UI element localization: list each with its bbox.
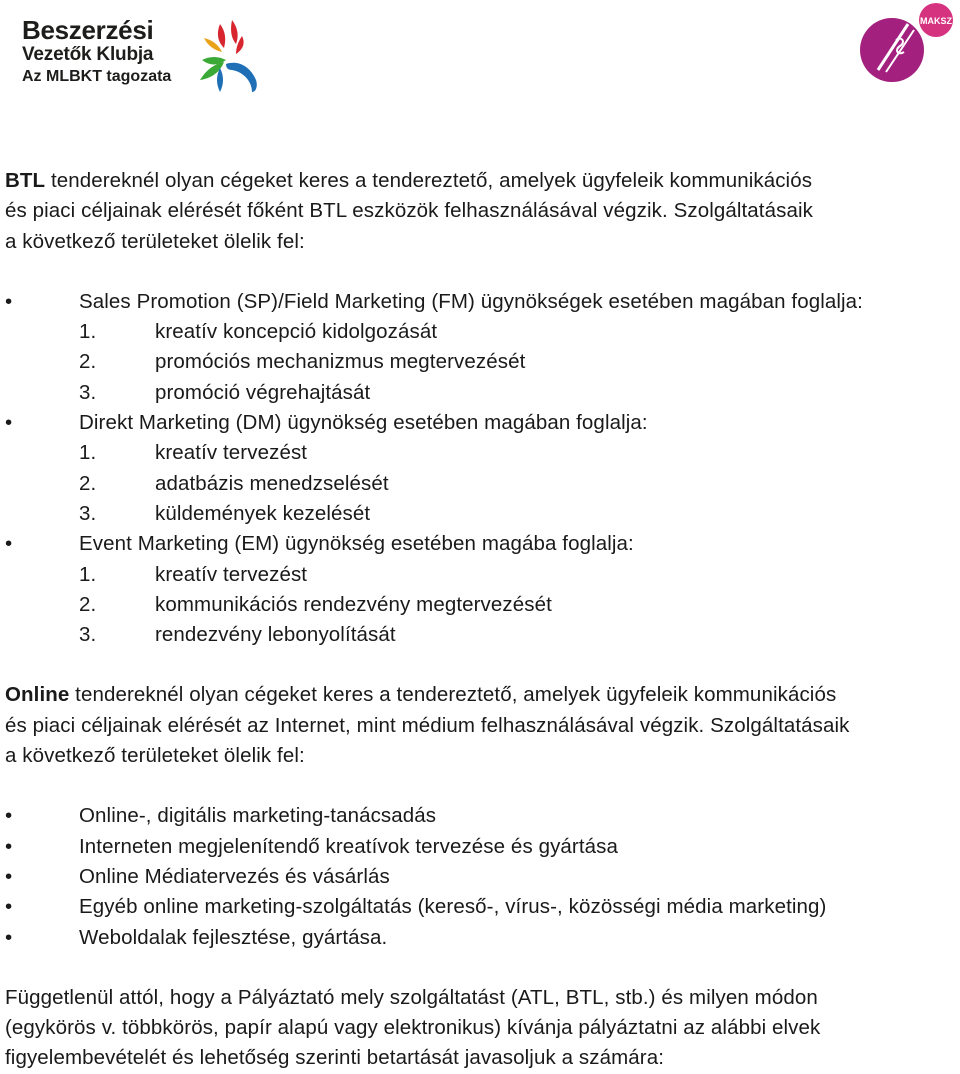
dm-heading: Direkt Marketing (DM) ügynökség esetében magában foglalja: — [79, 411, 648, 435]
logo-line-1: Beszerzési — [22, 15, 154, 45]
btl-line-1: tendereknél olyan cégeket keres a tendereztető, amelyek ügyfeleik kommunikációs — [45, 169, 813, 192]
closing-paragraph — [5, 983, 955, 1074]
maksz-logo — [856, 0, 960, 92]
item-number: 1. — [79, 562, 97, 586]
beszerzesi-vezetok-klubja-logo — [22, 16, 262, 96]
online-intro-paragraph — [5, 680, 955, 771]
list-item — [5, 529, 955, 559]
item-number: 2. — [79, 350, 97, 374]
list-item — [5, 438, 955, 468]
sp-fm-heading: Sales Promotion (SP)/Field Marketing (FM) ügynökségek esetében magában foglalja: — [79, 289, 863, 313]
bullet-icon: • — [5, 925, 13, 949]
item-number: 1. — [79, 441, 97, 465]
btl-lead-bold: BTL — [5, 169, 46, 192]
list-item — [5, 317, 955, 347]
item-number: 3. — [79, 380, 97, 404]
list-item — [5, 347, 955, 377]
btl-services-list — [5, 287, 955, 651]
bullet-icon: • — [5, 834, 13, 858]
list-item — [5, 590, 955, 620]
closing-line-2: (egykörös v. többkörös, papír alapú vagy elektronikus) kívánja pályáztatni az alábbi elvek — [5, 1016, 821, 1040]
online-line-3: a következő területeket ölelik fel: — [5, 744, 305, 768]
item-text: kreatív tervezést — [155, 562, 308, 586]
item-number: 2. — [79, 592, 97, 616]
item-number: 2. — [79, 471, 97, 495]
item-text: kreatív koncepció kidolgozását — [155, 320, 438, 344]
item-text: kreatív tervezést — [155, 441, 308, 465]
item-text: promóció végrehajtását — [155, 380, 371, 404]
btl-line-2: és piaci céljainak elérését főként BTL eszközök felhasználásával végzik. Szolgáltatásaik — [5, 199, 813, 223]
logo-line-2: Vezetők Klubja — [22, 44, 154, 65]
list-item — [5, 862, 955, 892]
logo-line-3: Az MLBKT tagozata — [22, 68, 172, 85]
btl-intro-paragraph — [5, 166, 955, 257]
bullet-icon: • — [5, 804, 13, 828]
item-text: kommunikációs rendezvény megtervezését — [155, 592, 552, 616]
list-item — [5, 832, 955, 862]
btl-line-3: a következő területeket ölelik fel: — [5, 229, 305, 253]
list-item — [5, 801, 955, 831]
document-body — [5, 166, 955, 1074]
item-number: 3. — [79, 501, 97, 525]
list-item — [5, 923, 955, 953]
item-text: rendezvény lebonyolítását — [155, 623, 396, 647]
list-item — [5, 469, 955, 499]
online-services-list — [5, 801, 955, 952]
item-text: Weboldalak fejlesztése, gyártása. — [79, 925, 388, 949]
bullet-icon: • — [5, 532, 13, 556]
list-item — [5, 378, 955, 408]
logo-text — [22, 16, 171, 87]
closing-line-1: Függetlenül attól, hogy a Pályáztató mely szolgáltatást (ATL, BTL, stb.) és milyen módon — [5, 985, 818, 1009]
list-item — [5, 892, 955, 922]
online-lead-bold: Online — [5, 683, 70, 707]
item-text: Interneten megjelenítendő kreatívok tervezése és gyártása — [79, 834, 619, 858]
list-item — [5, 560, 955, 590]
item-number: 1. — [79, 320, 97, 344]
list-item — [5, 499, 955, 529]
bullet-icon: • — [5, 289, 13, 313]
list-item — [5, 620, 955, 650]
item-text: küldemények kezelését — [155, 501, 371, 525]
maksz-badge-text: MAKSZ — [920, 16, 952, 26]
online-line-2: és piaci céljainak elérését az Internet, mint médium felhasználásával végzik. Szolgáltatásaik — [5, 713, 850, 737]
item-text: Online-, digitális marketing-tanácsadás — [79, 804, 437, 828]
bullet-icon: • — [5, 411, 13, 435]
maksz-emblem-icon — [856, 0, 960, 92]
bullet-icon: • — [5, 864, 13, 888]
em-heading: Event Marketing (EM) ügynökség esetében magába foglalja: — [79, 532, 634, 556]
item-text: promóciós mechanizmus megtervezését — [155, 350, 526, 374]
online-line-1: tendereknél olyan cégeket keres a tendereztető, amelyek ügyfeleik kommunikációs — [69, 683, 837, 707]
bullet-icon: • — [5, 895, 13, 919]
item-number: 3. — [79, 623, 97, 647]
item-text: Egyéb online marketing-szolgáltatás (kereső-, vírus-, közösségi média marketing) — [79, 895, 827, 919]
club-emblem-icon — [198, 20, 262, 94]
list-item — [5, 287, 955, 317]
list-item — [5, 408, 955, 438]
item-text: Online Médiatervezés és vásárlás — [79, 864, 390, 888]
closing-line-3: figyelembevételét és lehetőség szerinti betartását javasoljuk a számára: — [5, 1046, 664, 1070]
item-text: adatbázis menedzselését — [155, 471, 389, 495]
